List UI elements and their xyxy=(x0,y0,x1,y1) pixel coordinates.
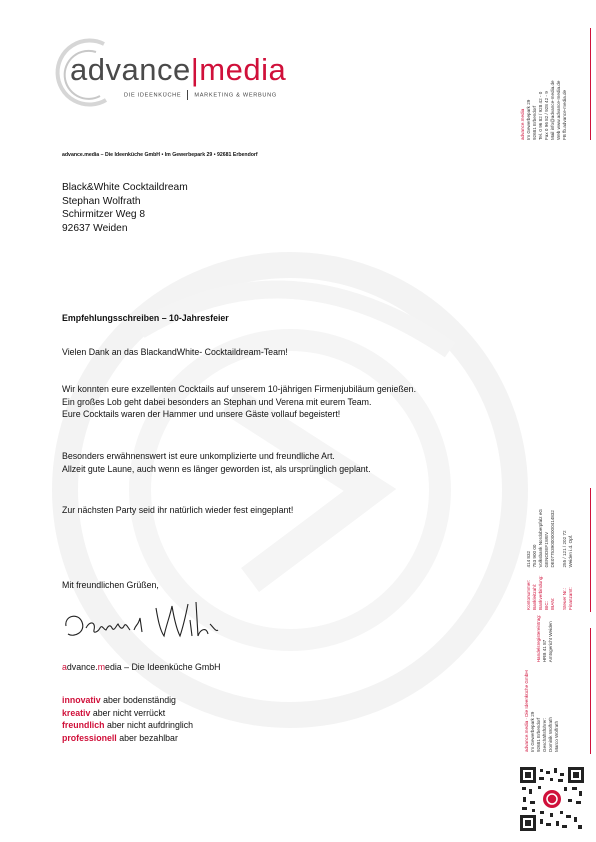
side-bank-info: Kontonummer: Bankleitzahl: Bankverbindung: BIC: IBAN: Steuer Nr.: Finanzamt: 414 832 753 900 00 Volksbank Nordoberpfalz eG GENODEF1WEV DE07753900000000414832 255 / 121 / 202 72 Weiden i.d. Opf. xyxy=(526,509,573,610)
watermark-swirl xyxy=(50,200,530,760)
recipient-contact: Stephan Wolfrath xyxy=(62,195,141,207)
letter-paragraph-2: Besonders erwähnenswert ist eure unkomplizierte und freundliche Art. Allzeit gute Laune, auch wenn es länger geworden ist, als ursprünglich geplant. xyxy=(62,451,371,474)
company-logo xyxy=(44,38,306,110)
side-company-info: advance.media · Die Ideenküche GmbH Im Gewerbepark 29 92681 Erbendorf Geschäftsführer: Dominik Wolfrath Marco Wolfrath Handelsregistereintrag: HRB 41 87 Amtsgericht Weiden xyxy=(524,614,559,752)
side-rule-middle xyxy=(590,488,591,612)
logo-wordmark: advance|media xyxy=(70,52,287,87)
recipient-city: 92637 Weiden xyxy=(62,222,128,234)
sender-address-line: advance.media – Die Ideenküche GmbH • Im Gewerbepark 29 • 92681 Erbendorf xyxy=(62,152,258,158)
letter-subject: Empfehlungsschreiben – 10-Jahresfeier xyxy=(62,313,229,323)
recipient-street: Schirmitzer Weg 8 xyxy=(62,209,146,220)
side-contact-info: advance.media Im Gewerbepark 29 92681 Erbendorf Tel. 0 96 82 / 928 42 - 0 Fax 0 96 82 / 928 42 - 9 Mail info@advance-media.de Web www.advance-media.de FB fb.advance-media.de xyxy=(520,80,567,140)
slogan-line: innovativ aber bodenständig xyxy=(62,695,176,705)
slogan-line: freundlich aber nicht aufdringlich xyxy=(62,720,194,731)
letter-paragraph-3: Zur nächsten Party seid ihr natürlich wieder fest eingeplant! xyxy=(62,505,294,515)
handwritten-signature xyxy=(60,596,220,648)
slogan-list xyxy=(62,694,193,744)
slogan-line: professionell aber bezahlbar xyxy=(62,732,178,743)
slogan-line: kreativ aber nicht verrückt xyxy=(62,707,166,718)
side-rule-top xyxy=(590,28,591,140)
recipient-name: Black&White Cocktaildream xyxy=(62,182,188,193)
logo-tagline: DIE IDEENKÜCHE MARKETING & WERBUNG xyxy=(124,90,277,100)
side-rule-bottom xyxy=(590,628,591,754)
letter-greeting: Vielen Dank an das BlackandWhite- Cocktaildream-Team! xyxy=(62,347,288,357)
company-name: advance.media – Die Ideenküche GmbH xyxy=(62,662,221,672)
recipient-address xyxy=(62,181,188,235)
letter-paragraph-1: Wir konnten eure exzellenten Cocktails auf unserem 10-jährigen Firmenjubiläum genießen. Ein großes Lob geht dabei besonders an Stephan und Verena mit eurem Team. Eure Cocktails waren der Hammer und unsere Gäste vollauf begeistert! xyxy=(62,384,417,420)
letter-closing: Mit freundlichen Grüßen, xyxy=(62,580,159,590)
qr-code-icon[interactable] xyxy=(520,767,584,831)
